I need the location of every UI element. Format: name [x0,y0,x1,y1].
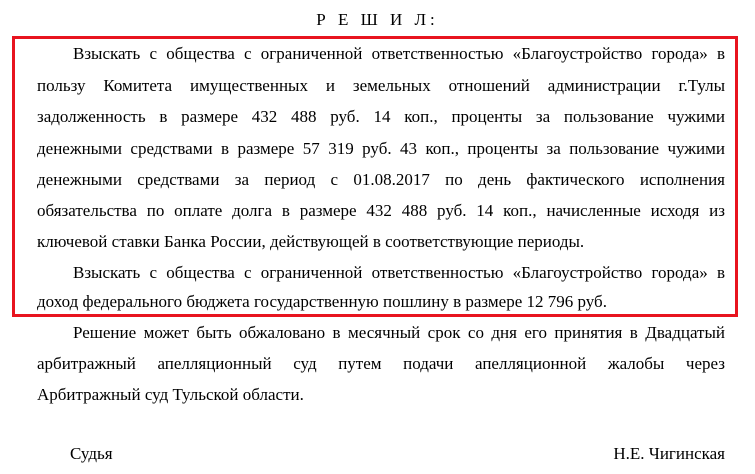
paragraph-1-line-7: ключевой ставки Банка России, действующей в соответствующие периоды. [37,232,585,251]
paragraph-1-line-3: задолженность в размере 432 488 руб. 14 коп., проценты за пользование чужими [37,107,725,126]
paragraph-3-line-3: Арбитражный суд Тульской области. [37,385,304,404]
paragraph-1-line-5: денежными средствами за период с 01.08.2017 по день фактического исполнения [37,170,725,189]
paragraph-1-line-2: пользу Комитета имущественных и земельных отношений администрации г.Тулы [37,76,725,95]
paragraph-1-line-1: Взыскать с общества с ограниченной ответственностью «Благоустройство города» в [73,44,725,63]
paragraph-2-line-1: Взыскать с общества с ограниченной ответственностью «Благоустройство города» в [73,263,725,282]
decision-heading: Р Е Ш И Л: [316,10,439,29]
paragraph-3-line-2: арбитражный апелляционный суд путем подачи апелляционной жалобы через [37,354,725,373]
paragraph-2-line-2: доход федерального бюджета государственную пошлину в размере 12 796 руб. [37,292,607,311]
signature-name: Н.Е. Чигинская [613,444,725,463]
paragraph-3-line-1: Решение может быть обжаловано в месячный срок со дня его принятия в Двадцатый [73,323,725,342]
paragraph-1-line-4: денежными средствами в размере 57 319 руб. 43 коп., проценты за пользование чужими [37,139,725,158]
paragraph-1-line-6: обязательства по оплате долга в размере 432 488 руб. 14 коп., начисленные исходя из [37,201,725,220]
signature-role: Судья [70,444,113,463]
